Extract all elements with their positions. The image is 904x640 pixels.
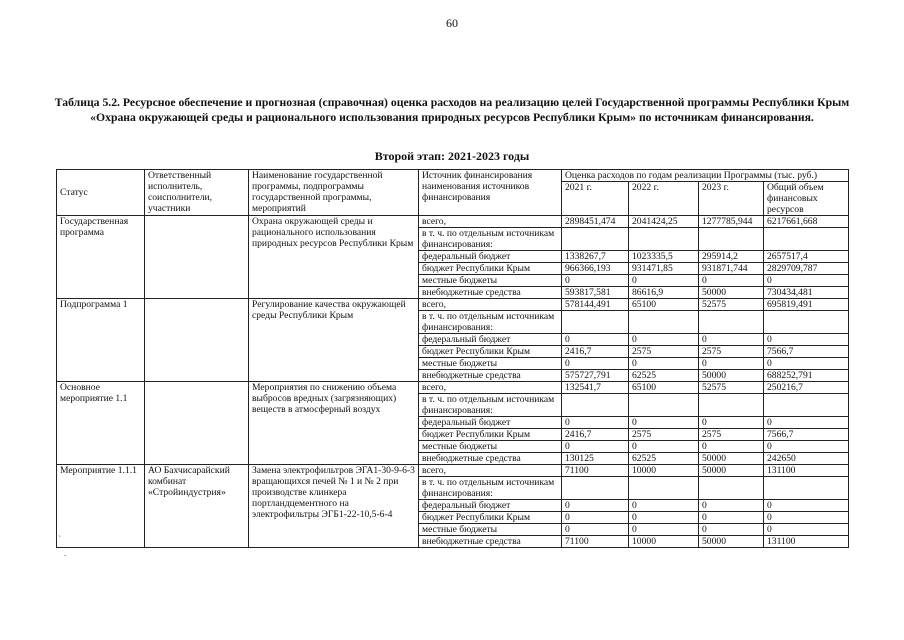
source-cell: всего, — [419, 299, 562, 311]
source-cell: местные бюджеты — [419, 441, 562, 453]
value-cell: 0 — [764, 512, 849, 524]
value-cell: 0 — [629, 524, 699, 536]
value-cell — [629, 228, 699, 251]
value-cell: 2041424,25 — [629, 216, 699, 228]
value-cell: 242650 — [764, 453, 849, 465]
value-cell: 593817,581 — [562, 287, 629, 299]
value-cell: 62525 — [629, 453, 699, 465]
value-cell: 0 — [764, 500, 849, 512]
value-cell: 0 — [629, 441, 699, 453]
value-cell: 0 — [764, 524, 849, 536]
value-cell: 0 — [562, 512, 629, 524]
source-cell: всего, — [419, 382, 562, 394]
value-cell: 0 — [699, 524, 764, 536]
scan-mark: ` — [58, 534, 61, 544]
value-cell: 2657517,4 — [764, 251, 849, 263]
value-cell: 0 — [699, 512, 764, 524]
table-subtitle: Второй этап: 2021-2023 годы — [374, 149, 530, 163]
header-executor: Ответственный исполнитель, соисполнители, участники — [145, 170, 249, 216]
group-executor — [145, 382, 249, 465]
group-executor: АО Бахчисарайский комбинат «Стройиндустрия» — [145, 465, 249, 548]
value-cell: 50000 — [699, 370, 764, 382]
table-row — [57, 216, 849, 228]
group-executor — [145, 299, 249, 382]
value-cell: 575727,791 — [562, 370, 629, 382]
page-number: 60 — [446, 16, 458, 30]
group-name: Мероприятия по снижению объема выбросов вредных (загрязняющих) веществ в атмосферный воздух — [249, 382, 419, 465]
value-cell: 7566,7 — [764, 429, 849, 441]
value-cell: 50000 — [699, 287, 764, 299]
source-cell: местные бюджеты — [419, 358, 562, 370]
scan-mark: . — [64, 548, 67, 558]
value-cell: 0 — [699, 500, 764, 512]
value-cell — [562, 311, 629, 334]
value-cell: 0 — [562, 275, 629, 287]
source-cell: в т. ч. по отдельным источникам финансирования: — [419, 394, 562, 417]
value-cell: 578144,491 — [562, 299, 629, 311]
value-cell: 7566,7 — [764, 346, 849, 358]
source-cell: местные бюджеты — [419, 275, 562, 287]
value-cell: 1023335,5 — [629, 251, 699, 263]
group-status: Основное мероприятие 1.1 — [57, 382, 145, 465]
header-estimate: Оценка расходов по годам реализации Программы (тыс. руб.) — [562, 170, 849, 182]
value-cell: 0 — [562, 524, 629, 536]
value-cell: 86616,9 — [629, 287, 699, 299]
value-cell: 0 — [764, 358, 849, 370]
group-name: Регулирование качества окружающей среды Республики Крым — [249, 299, 419, 382]
value-cell: 0 — [764, 334, 849, 346]
value-cell: 71100 — [562, 465, 629, 477]
value-cell: 2575 — [629, 346, 699, 358]
source-cell: всего, — [419, 465, 562, 477]
value-cell — [699, 228, 764, 251]
value-cell: 131100 — [764, 465, 849, 477]
value-cell: 0 — [764, 417, 849, 429]
value-cell: 132541,7 — [562, 382, 629, 394]
value-cell: 688252,791 — [764, 370, 849, 382]
value-cell: 0 — [629, 275, 699, 287]
group-status: Государственная программа — [57, 216, 145, 299]
group-name: Охрана окружающей среды и рационального использования природных ресурсов Республики Крым — [249, 216, 419, 299]
value-cell: 65100 — [629, 382, 699, 394]
value-cell: 250216,7 — [764, 382, 849, 394]
header-row — [57, 170, 849, 182]
value-cell: 10000 — [629, 536, 699, 548]
source-cell: в т. ч. по отдельным источникам финансирования: — [419, 228, 562, 251]
value-cell — [629, 477, 699, 500]
value-cell: 6217661,668 — [764, 216, 849, 228]
value-cell: 931871,744 — [699, 263, 764, 275]
value-cell: 0 — [562, 441, 629, 453]
value-cell: 0 — [764, 275, 849, 287]
source-cell: бюджет Республики Крым — [419, 429, 562, 441]
value-cell — [629, 394, 699, 417]
value-cell: 0 — [562, 358, 629, 370]
value-cell: 130125 — [562, 453, 629, 465]
source-cell: бюджет Республики Крым — [419, 346, 562, 358]
value-cell — [764, 477, 849, 500]
value-cell: 2829709,787 — [764, 263, 849, 275]
header-name: Наименование государственной программы, подпрограммы государственной программы, мероприятий — [249, 170, 419, 216]
source-cell: в т. ч. по отдельным источникам финансирования: — [419, 477, 562, 500]
source-cell: в т. ч. по отдельным источникам финансирования: — [419, 311, 562, 334]
value-cell — [764, 311, 849, 334]
value-cell: 62525 — [629, 370, 699, 382]
value-cell — [562, 477, 629, 500]
source-cell: бюджет Республики Крым — [419, 263, 562, 275]
value-cell — [562, 394, 629, 417]
resource-table — [56, 169, 849, 548]
value-cell: 50000 — [699, 536, 764, 548]
table-row — [57, 465, 849, 477]
value-cell: 0 — [699, 358, 764, 370]
header-2021: 2021 г. — [562, 182, 629, 216]
source-cell: федеральный бюджет — [419, 334, 562, 346]
value-cell — [629, 311, 699, 334]
value-cell: 0 — [562, 334, 629, 346]
value-cell: 0 — [629, 417, 699, 429]
group-name: Замена электрофильтров ЭГА1-30-9-6-3 вращающихся печей № 1 и № 2 при производстве клинкера портландцементного на электрофильтры ЭГБ1-22-10,5-6-4 — [249, 465, 419, 548]
value-cell: 65100 — [629, 299, 699, 311]
group-executor — [145, 216, 249, 299]
value-cell: 2575 — [699, 429, 764, 441]
value-cell: 2416,7 — [562, 429, 629, 441]
value-cell: 0 — [764, 441, 849, 453]
group-status: Подпрограмма 1 — [57, 299, 145, 382]
value-cell: 1338267,7 — [562, 251, 629, 263]
header-total: Общий объем финансовых ресурсов — [764, 182, 849, 216]
value-cell: 0 — [629, 334, 699, 346]
source-cell: внебюджетные средства — [419, 370, 562, 382]
value-cell: 0 — [629, 500, 699, 512]
source-cell: внебюджетные средства — [419, 453, 562, 465]
source-cell: бюджет Республики Крым — [419, 512, 562, 524]
value-cell: 0 — [562, 417, 629, 429]
value-cell: 52575 — [699, 299, 764, 311]
value-cell: 0 — [699, 334, 764, 346]
source-cell: местные бюджеты — [419, 524, 562, 536]
value-cell: 2575 — [629, 429, 699, 441]
header-2023: 2023 г. — [699, 182, 764, 216]
value-cell — [699, 311, 764, 334]
source-cell: федеральный бюджет — [419, 251, 562, 263]
value-cell: 2416,7 — [562, 346, 629, 358]
header-source: Источник финансирования наименования источников финансирования — [419, 170, 562, 216]
table-title: Таблица 5.2. Ресурсное обеспечение и прогнозная (справочная) оценка расходов на реализацию целей Государственной программы Республики Крым «Охрана окружающей среды и рационального использования природных ресурсов Республики Крым» по источникам финансирования. — [54, 96, 850, 124]
value-cell: 71100 — [562, 536, 629, 548]
source-cell: внебюджетные средства — [419, 536, 562, 548]
value-cell — [699, 394, 764, 417]
value-cell — [562, 228, 629, 251]
group-status: Мероприятие 1.1.1 — [57, 465, 145, 548]
value-cell: 295914,2 — [699, 251, 764, 263]
header-status: Статус — [57, 170, 145, 216]
value-cell: 0 — [699, 275, 764, 287]
value-cell: 131100 — [764, 536, 849, 548]
table-row — [57, 299, 849, 311]
value-cell — [764, 228, 849, 251]
value-cell: 50000 — [699, 465, 764, 477]
value-cell: 730434,481 — [764, 287, 849, 299]
header-2022: 2022 г. — [629, 182, 699, 216]
source-cell: федеральный бюджет — [419, 417, 562, 429]
value-cell: 10000 — [629, 465, 699, 477]
value-cell: 0 — [629, 358, 699, 370]
value-cell: 931471,85 — [629, 263, 699, 275]
value-cell — [764, 394, 849, 417]
value-cell: 0 — [699, 441, 764, 453]
value-cell: 52575 — [699, 382, 764, 394]
value-cell: 966366,193 — [562, 263, 629, 275]
value-cell: 0 — [562, 500, 629, 512]
value-cell: 0 — [629, 512, 699, 524]
value-cell: 2898451,474 — [562, 216, 629, 228]
value-cell: 1277785,944 — [699, 216, 764, 228]
value-cell: 0 — [699, 417, 764, 429]
value-cell: 50000 — [699, 453, 764, 465]
value-cell — [699, 477, 764, 500]
source-cell: федеральный бюджет — [419, 500, 562, 512]
value-cell: 2575 — [699, 346, 764, 358]
source-cell: всего, — [419, 216, 562, 228]
table-row — [57, 382, 849, 394]
value-cell: 695819,491 — [764, 299, 849, 311]
source-cell: внебюджетные средства — [419, 287, 562, 299]
